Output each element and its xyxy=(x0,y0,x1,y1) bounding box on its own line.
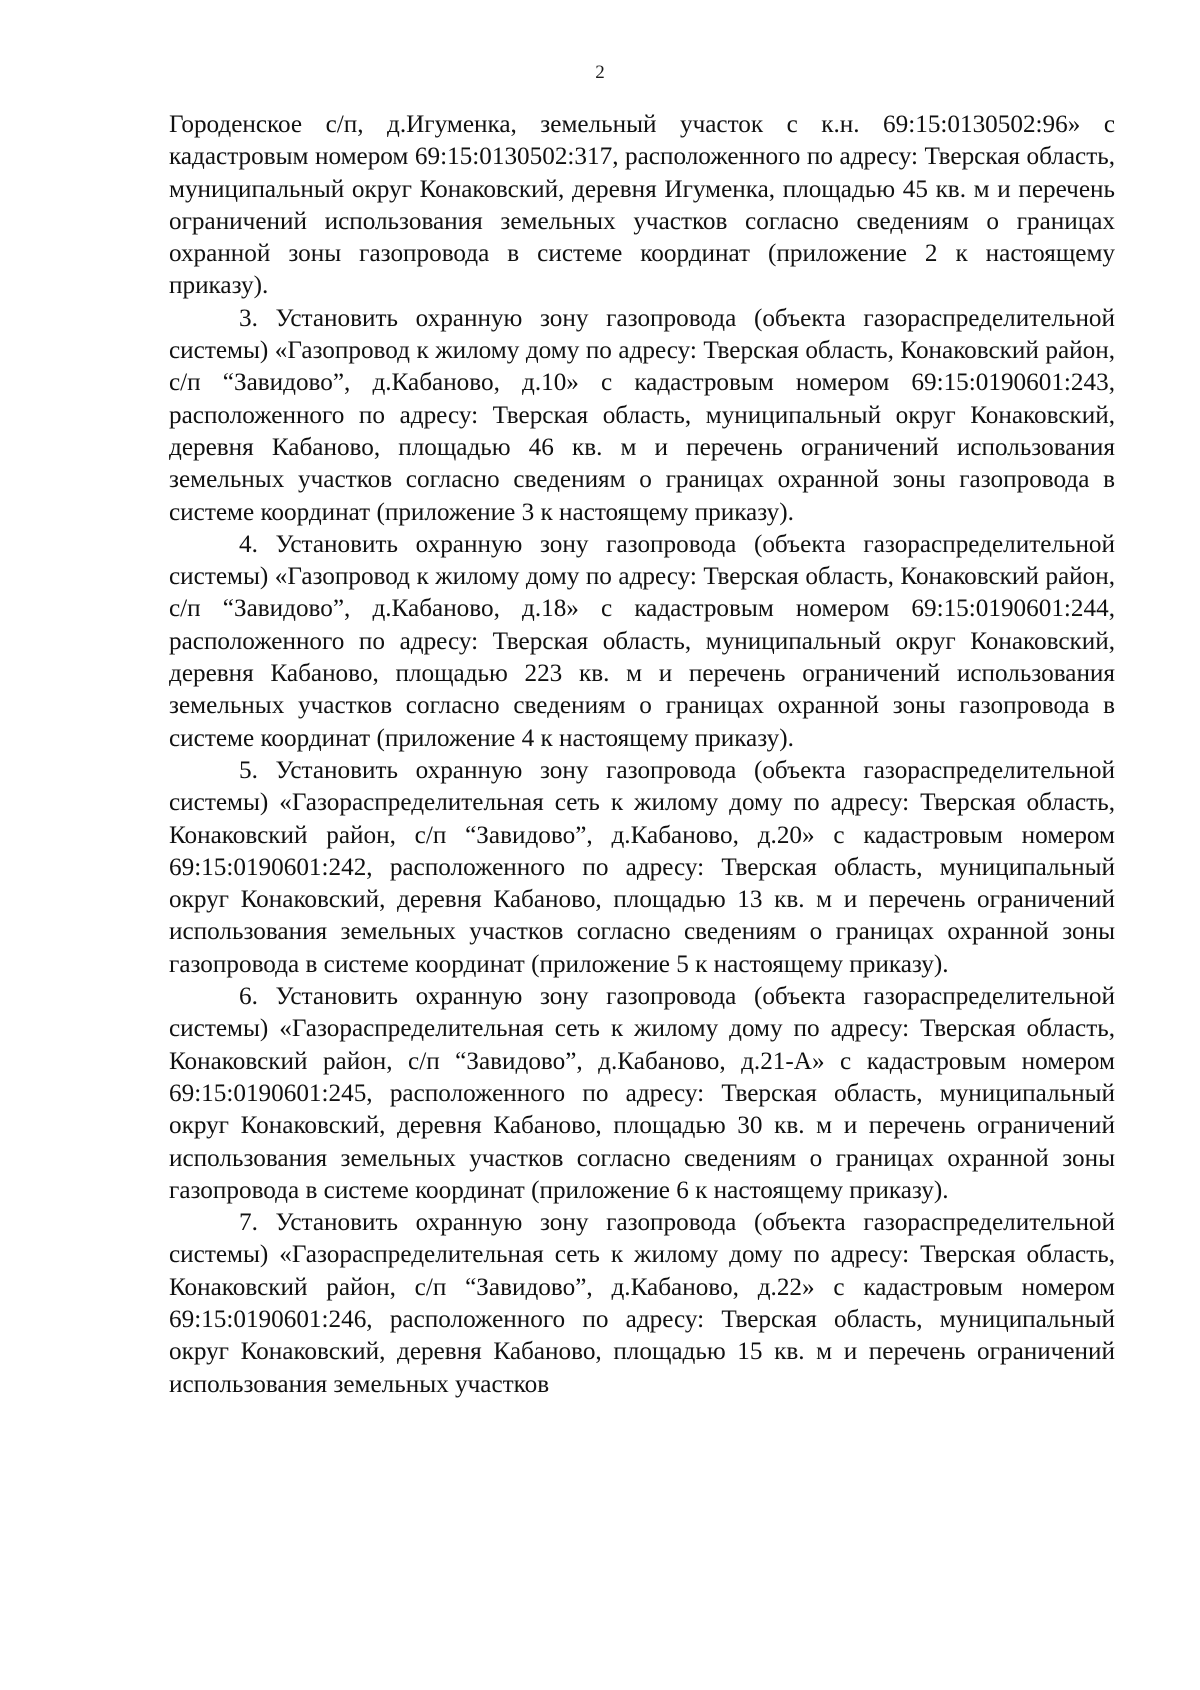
page-number: 2 xyxy=(595,62,605,83)
paragraph-item-6: 6. Установить охранную зону газопровода (объекта газораспределительной системы) «Газораспределительная сеть к жилому дому по адресу: Тверская область, Конаковский район, с/п “Завидово”, д.Кабаново, д.21-А» с кадастровым номером 69:15:0190601:245, расположенного по адресу: Тверская область, муниципальный округ Конаковский, деревня Кабаново, площадью 30 кв. м и перечень ограничений использования земельных участков согласно сведениям о границах охранной зоны газопровода в системе координат (приложение 6 к настоящему приказу). xyxy=(169,983,1115,1204)
paragraph-item-3: 3. Установить охранную зону газопровода (объекта газораспределительной системы) «Газопровод к жилому дому по адресу: Тверская область, Конаковский район, с/п “Завидово”, д.Кабаново, д.10» с кадастровым номером 69:15:0190601:243, расположенного по адресу: Тверская область, муниципальный округ Конаковский, деревня Кабаново, площадью 46 кв. м и перечень ограничений использования земельных участков согласно сведениям о границах охранной зоны газопровода в системе координат (приложение 3 к настоящему приказу). xyxy=(169,304,1115,526)
paragraph-item-4: 4. Установить охранную зону газопровода (объекта газораспределительной системы) «Газопровод к жилому дому по адресу: Тверская область, Конаковский район, с/п “Завидово”, д.Кабаново, д.18» с кадастровым номером 69:15:0190601:244, расположенного по адресу: Тверская область, муниципальный округ Конаковский, деревня Кабаново, площадью 223 кв. м и перечень ограничений использования земельных участков согласно сведениям о границах охранной зоны газопровода в системе координат (приложение 4 к настоящему приказу). xyxy=(169,530,1115,752)
document-body xyxy=(169,109,1115,1401)
paragraph-item-5: 5. Установить охранную зону газопровода (объекта газораспределительной системы) «Газораспределительная сеть к жилому дому по адресу: Тверская область, Конаковский район, с/п “Завидово”, д.Кабаново, д.20» с кадастровым номером 69:15:0190601:242, расположенного по адресу: Тверская область, муниципальный округ Конаковский, деревня Кабаново, площадью 13 кв. м и перечень ограничений использования земельных участков согласно сведениям о границах охранной зоны газопровода в системе координат (приложение 5 к настоящему приказу). xyxy=(169,756,1115,978)
paragraph-continuation: Городенское с/п, д.Игуменка, земельный участок с к.н. 69:15:0130502:96» с кадастровым номером 69:15:0130502:317, расположенного по адресу: Тверская область, муниципальный округ Конаковский, деревня Игуменка, площадью 45 кв. м и перечень ограничений использования земельных участков согласно сведениям о границах охранной зоны газопровода в системе координат (приложение 2 к настоящему приказу). xyxy=(169,111,1115,300)
paragraph-item-7: 7. Установить охранную зону газопровода (объекта газораспределительной системы) «Газораспределительная сеть к жилому дому по адресу: Тверская область, Конаковский район, с/п “Завидово”, д.Кабаново, д.22» с кадастровым номером 69:15:0190601:246, расположенного по адресу: Тверская область, муниципальный округ Конаковский, деревня Кабаново, площадью 15 кв. м и перечень ограничений использования земельных участков xyxy=(169,1209,1115,1398)
